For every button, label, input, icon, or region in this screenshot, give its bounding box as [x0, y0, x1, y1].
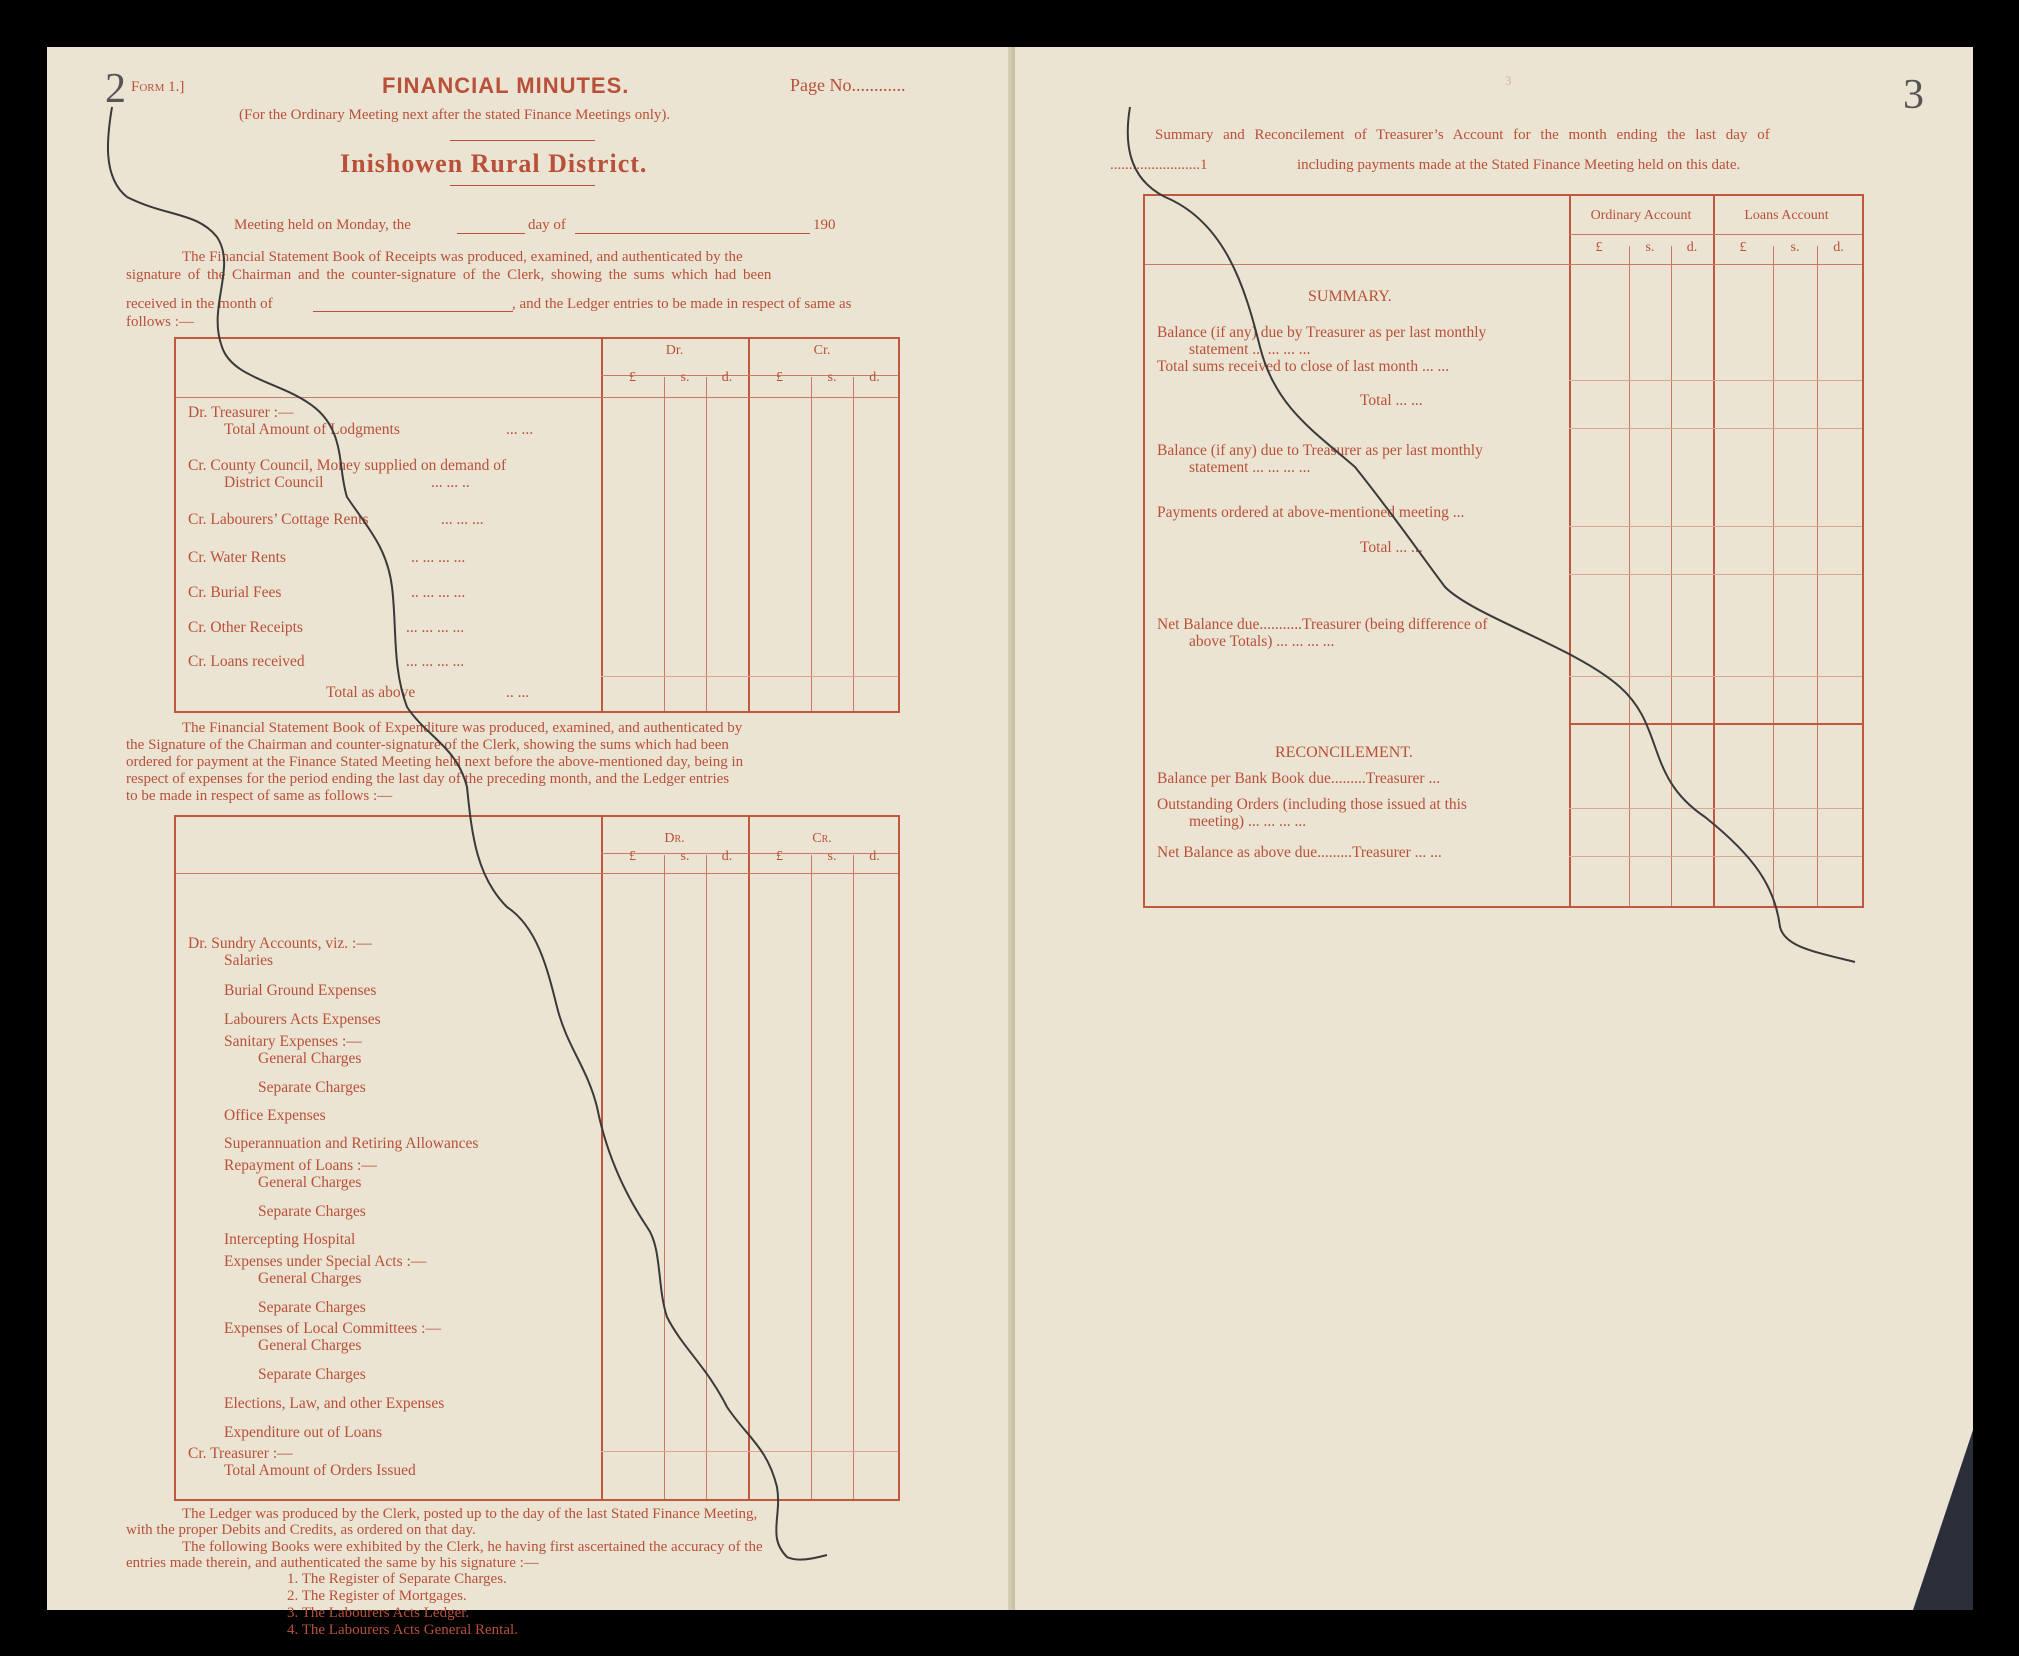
rc-row-1-label: Balance per Bank Book due.........Treasurer ...: [1157, 770, 1441, 787]
meeting-prefix: Meeting held on Monday, the: [234, 217, 411, 233]
t2-dr-header: Dr.: [664, 831, 685, 846]
t1-row-6-label: Cr. Other Receipts: [188, 619, 303, 636]
t2-row-total-orders: Total Amount of Orders Issued: [224, 1462, 416, 1479]
t2-col-pounds-dr: £: [629, 849, 636, 864]
t2-row-special-general: General Charges: [258, 1270, 362, 1287]
summary-heading: SUMMARY.: [1308, 288, 1392, 305]
t1-row-5-label: Cr. Burial Fees: [188, 584, 282, 601]
t2-row-special-acts: Expenses under Special Acts :—: [224, 1253, 427, 1270]
t1-dr-header: Dr.: [665, 343, 684, 358]
t1-row-3-dots: ... ... ...: [441, 511, 484, 528]
st-col-shillings-ord: s.: [1645, 240, 1655, 255]
t1-col-pence-cr: d.: [869, 370, 880, 385]
receipts-para-line-3a: received in the month of: [126, 296, 273, 312]
t1-row-7-label: Cr. Loans received: [188, 653, 305, 670]
book-item-3: 3. The Labourers Acts Ledger.: [287, 1605, 470, 1621]
t2-row-office: Office Expenses: [224, 1107, 326, 1124]
st-row-total-2: Total ... ...: [1360, 539, 1423, 556]
summary-para-line-2b: including payments made at the Stated Finance Meeting held on this date.: [1297, 157, 1741, 173]
t2-row-local-separate: Separate Charges: [258, 1366, 366, 1383]
t1-total-dots: .. ...: [506, 684, 530, 701]
exp-para-line-5: to be made in respect of same as follows :—: [126, 788, 393, 804]
t1-col-shillings-cr: s.: [827, 370, 837, 385]
st-row-5-line-1: Net Balance due...........Treasurer (being difference of: [1157, 616, 1488, 633]
t2-row-local-committees: Expenses of Local Committees :—: [224, 1320, 441, 1337]
page-number-left: 2: [105, 66, 126, 112]
book-item-1: 1. The Register of Separate Charges.: [287, 1571, 507, 1587]
t2-col-pounds-cr: £: [776, 849, 783, 864]
t1-cr-header: Cr.: [813, 343, 831, 358]
t2-row-repayment: Repayment of Loans :—: [224, 1157, 377, 1174]
st-row-3-line-1: Balance (if any) due to Treasurer as per last monthly: [1157, 442, 1483, 459]
meeting-day-label: day of: [528, 217, 566, 233]
t2-row-intercepting: Intercepting Hospital: [224, 1231, 356, 1248]
st-col-shillings-loans: s.: [1790, 240, 1800, 255]
t2-col-pence-cr: d.: [869, 849, 880, 864]
t1-col-pounds-cr: £: [776, 370, 783, 385]
exp-para-line-3: ordered for payment at the Finance Stated Meeting held next before the above-mentioned day, being in: [126, 754, 744, 770]
st-row-1-line-1: Balance (if any) due by Treasurer as per last monthly: [1157, 324, 1487, 341]
t2-row-labourers-acts: Labourers Acts Expenses: [224, 1011, 381, 1028]
book-item-4: 4. The Labourers Acts General Rental.: [287, 1622, 518, 1638]
st-row-1-line-2: statement ... ... ... ...: [1189, 341, 1311, 358]
faint-page-number: 3: [1505, 73, 1512, 88]
form-label: Form 1.]: [131, 79, 185, 95]
t2-row-sundry: Dr. Sundry Accounts, viz. :—: [188, 935, 372, 952]
meeting-year: 190: [813, 217, 836, 233]
left-page: [47, 47, 1012, 1638]
t2-row-loans-expenditure: Expenditure out of Loans: [224, 1424, 382, 1441]
t1-row-2-dots: ... ... ..: [431, 474, 470, 491]
t1-col-shillings-dr: s.: [680, 370, 690, 385]
t2-col-shillings-dr: s.: [680, 849, 690, 864]
pencil-cancellation-line-right: [1015, 47, 1973, 1610]
st-row-3-line-2: statement ... ... ... ...: [1189, 459, 1311, 476]
t1-row-4-dots: .. ... ... ...: [411, 549, 466, 566]
page-no-label: Page No............: [790, 75, 906, 95]
st-row-5-line-2: above Totals) ... ... ... ...: [1189, 633, 1335, 650]
t2-row-elections: Elections, Law, and other Expenses: [224, 1395, 445, 1412]
page-title: FINANCIAL MINUTES.: [382, 73, 630, 98]
st-col-pounds-loans: £: [1739, 240, 1747, 255]
st-col-pence-loans: d.: [1833, 240, 1844, 255]
st-row-total-1: Total ... ...: [1360, 392, 1423, 409]
rc-row-2-line-1: Outstanding Orders (including those issued at this: [1157, 796, 1467, 813]
t1-row-7-dots: ... ... ... ...: [406, 653, 465, 670]
subtitle: (For the Ordinary Meeting next after the stated Finance Meetings only).: [239, 107, 671, 123]
t1-col-pounds-dr: £: [629, 370, 636, 385]
t2-row-cr-treasurer: Cr. Treasurer :—: [188, 1445, 293, 1462]
t2-row-local-general: General Charges: [258, 1337, 362, 1354]
t1-row-3-label: Cr. Labourers’ Cottage Rents: [188, 511, 369, 528]
exp-para-line-1: The Financial Statement Book of Expenditure was produced, examined, and authenticated by: [182, 720, 743, 736]
t2-row-repayment-general: General Charges: [258, 1174, 362, 1191]
t2-row-sanitary-separate: Separate Charges: [258, 1079, 366, 1096]
summary-para-line-1: Summary and Reconcilement of Treasurer’s Account for the month ending the last day of: [1155, 127, 1770, 143]
pencil-cancellation-line-left: [47, 47, 1012, 1610]
ledger-para-line-2: with the proper Debits and Credits, as ordered on that day.: [126, 1522, 476, 1538]
summary-para-line-2a: ........................1: [1110, 157, 1208, 173]
t2-row-sanitary: Sanitary Expenses :—: [224, 1033, 362, 1050]
rc-row-3-label: Net Balance as above due.........Treasurer ... ...: [1157, 844, 1442, 861]
book-item-2: 2. The Register of Mortgages.: [287, 1588, 467, 1604]
loans-account-header: Loans Account: [1744, 208, 1829, 223]
t1-row-2-line-2: District Council: [224, 474, 324, 491]
rc-row-2-line-2: meeting) ... ... ... ...: [1189, 813, 1307, 830]
t2-col-shillings-cr: s.: [827, 849, 837, 864]
books-para-line-2: entries made therein, and authenticated the same by his signature :—: [126, 1555, 539, 1571]
t1-row-1-line-1: Dr. Treasurer :—: [188, 404, 294, 421]
t2-row-repayment-separate: Separate Charges: [258, 1203, 366, 1220]
t1-row-1-line-2: Total Amount of Lodgments: [224, 421, 400, 438]
st-row-4-label: Payments ordered at above-mentioned meeting ...: [1157, 504, 1465, 521]
page-number-right: 3: [1903, 72, 1924, 118]
t1-row-4-label: Cr. Water Rents: [188, 549, 286, 566]
t2-col-pence-dr: d.: [721, 849, 733, 864]
receipts-para-line-4: follows :—: [126, 314, 194, 330]
t1-row-2-line-1: Cr. County Council, Money supplied on demand of: [188, 457, 507, 474]
t1-row-1-dots: ... ...: [506, 421, 534, 438]
t1-row-6-dots: ... ... ... ...: [406, 619, 465, 636]
t2-cr-header: Cr.: [812, 831, 832, 846]
t2-row-salaries: Salaries: [224, 952, 274, 969]
right-page: [1015, 47, 1973, 1610]
ordinary-account-header: Ordinary Account: [1590, 208, 1692, 223]
page-corner-fold: [1913, 1430, 1973, 1610]
reconcilement-heading: RECONCILEMENT.: [1275, 744, 1413, 761]
t2-row-burial-ground: Burial Ground Expenses: [224, 982, 377, 999]
t2-row-sanitary-general: General Charges: [258, 1050, 362, 1067]
t1-col-pence-dr: d.: [721, 370, 733, 385]
books-para-line-1: The following Books were exhibited by the Clerk, he having first ascertained the accuracy of the: [182, 1539, 763, 1555]
t2-row-superannuation: Superannuation and Retiring Allowances: [224, 1135, 479, 1152]
exp-para-line-2: the Signature of the Chairman and counter-signature of the Clerk, showing the sums which had been: [126, 737, 729, 753]
receipts-para-line-2: signature of the Chairman and the counter-signature of the Clerk, showing the sums which had been: [126, 267, 772, 283]
ledger-para-line-1: The Ledger was produced by the Clerk, posted up to the day of the last Stated Finance Meeting,: [182, 1506, 758, 1522]
exp-para-line-4: respect of expenses for the period ending the last day of the preceding month, and the Ledger entries: [126, 771, 730, 787]
receipts-para-line-3b: , and the Ledger entries to be made in respect of same as: [512, 296, 852, 312]
district-name: Inishowen Rural District.: [340, 149, 648, 178]
t2-row-special-separate: Separate Charges: [258, 1299, 366, 1316]
st-row-2-label: Total sums received to close of last month ... ...: [1157, 358, 1450, 375]
t1-row-5-dots: .. ... ... ...: [411, 584, 466, 601]
receipts-para-line-1: The Financial Statement Book of Receipts was produced, examined, and authenticated by the: [182, 249, 743, 265]
t1-total-label: Total as above: [326, 684, 416, 701]
st-col-pence-ord: d.: [1686, 240, 1698, 255]
st-col-pounds-ord: £: [1595, 240, 1603, 255]
